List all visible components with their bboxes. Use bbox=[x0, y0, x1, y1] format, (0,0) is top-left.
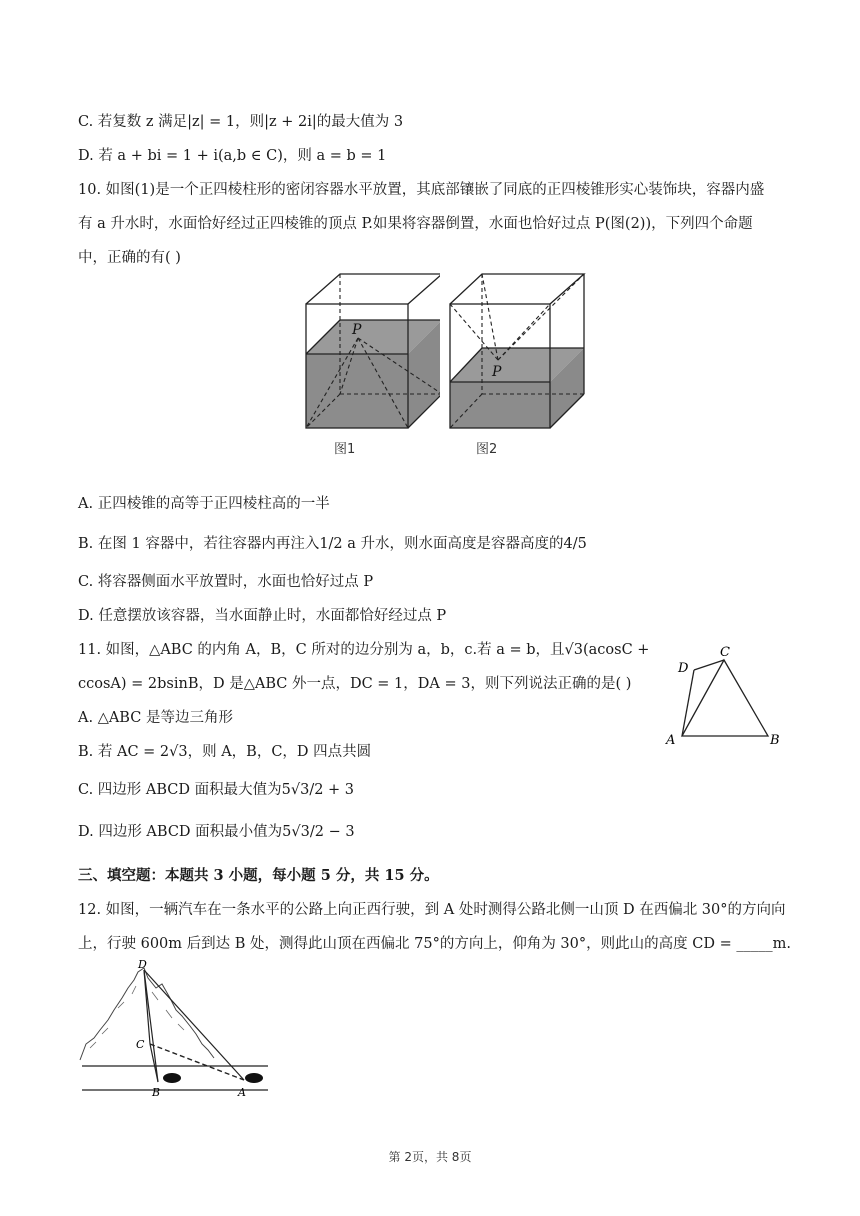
q12-stem-line1: 12. 如图，一辆汽车在一条水平的公路上向正西行驶，到 A 处时测得公路北侧一山顶 D 在西偏北 30°的方向向 bbox=[78, 902, 786, 918]
q12-mountain-diagram bbox=[78, 958, 278, 1098]
section-3-heading: 三、填空题：本题共 3 小题，每小题 5 分，共 15 分。 bbox=[78, 867, 439, 884]
q12-stem-line2: 上，行驶 600m 后到达 B 处，测得此山顶在西偏北 75°的方向上，仰角为 30°，则此山的高度 CD = _____m. bbox=[78, 936, 791, 952]
q11-option-b: B. 若 AC = 2√3，则 A，B，C，D 四点共圆 bbox=[78, 744, 372, 760]
svg-text:A: A bbox=[666, 733, 676, 748]
svg-text:P: P bbox=[352, 322, 362, 338]
q11-quadrilateral-diagram bbox=[664, 640, 794, 750]
q10-option-c: C. 将容器侧面水平放置时，水面也恰好过点 P bbox=[78, 574, 374, 590]
svg-text:D: D bbox=[678, 661, 689, 676]
fig2-caption: 图2 bbox=[476, 442, 498, 457]
svg-text:C: C bbox=[136, 1038, 145, 1051]
q10-stem-line1: 10. 如图(1)是一个正四棱柱形的密闭容器水平放置，其底部镶嵌了同底的正四棱锥形实心装饰块，容器内盛 bbox=[78, 182, 765, 198]
q11-stem-line2: ccosA) = 2bsinB，D 是△ABC 外一点，DC = 1，DA = 3，则下列说法正确的是( ) bbox=[78, 676, 632, 692]
q9-option-d: D. 若 a + bi = 1 + i(a,b ∈ C)，则 a = b = 1 bbox=[78, 148, 387, 164]
svg-text:A: A bbox=[238, 1086, 246, 1098]
q11-option-c: C. 四边形 ABCD 面积最大值为5√3/2 + 3 bbox=[78, 782, 355, 798]
q10-stem-line3: 中，正确的有( ) bbox=[78, 250, 181, 266]
fig2-prism-diagram bbox=[446, 270, 586, 450]
q11-option-d: D. 四边形 ABCD 面积最小值为5√3/2 − 3 bbox=[78, 824, 355, 840]
svg-text:P: P bbox=[492, 364, 502, 380]
svg-text:D: D bbox=[138, 958, 147, 971]
q10-stem-line2: 有 a 升水时，水面恰好经过正四棱锥的顶点 P.如果将容器倒置，水面也恰好过点 P(图(2))，下列四个命题 bbox=[78, 216, 753, 232]
q10-option-d: D. 任意摆放该容器，当水面静止时，水面都恰好经过点 P bbox=[78, 608, 447, 624]
svg-text:B: B bbox=[152, 1086, 161, 1098]
fig1-caption: 图1 bbox=[334, 442, 356, 457]
svg-text:B: B bbox=[770, 733, 780, 748]
q10-option-b: B. 在图 1 容器中，若往容器内再注入1/2 a 升水，则水面高度是容器高度的4/5 bbox=[78, 536, 587, 552]
fig1-prism-diagram bbox=[300, 270, 440, 450]
q9-option-c: C. 若复数 z 满足|z| = 1，则|z + 2i|的最大值为 3 bbox=[78, 114, 404, 130]
q11-option-a: A. △ABC 是等边三角形 bbox=[78, 710, 233, 726]
page-footer: 第 2页，共 8页 bbox=[388, 1150, 472, 1164]
svg-text:C: C bbox=[720, 645, 730, 660]
q11-stem-line1: 11. 如图，△ABC 的内角 A，B，C 所对的边分别为 a，b，c.若 a = b，且√3(acosC + bbox=[78, 642, 650, 658]
q10-option-a: A. 正四棱锥的高等于正四棱柱高的一半 bbox=[78, 496, 330, 512]
